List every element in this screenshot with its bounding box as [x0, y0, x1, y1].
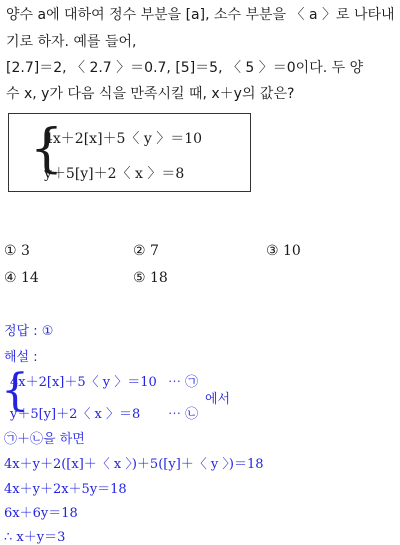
question-line-3: [2.7]＝2, 〈 2.7 〉＝0.7, [5]＝5, 〈 5 〉＝0이다. 두 양: [6, 60, 364, 76]
solution-step-2: 4x＋y＋2x＋5y＝18: [4, 482, 127, 497]
add-equations-line: ㉠＋㉡을 하면: [4, 432, 85, 447]
solution-equation-1: 4x＋2[x]＋5〈 y 〉＝10: [10, 375, 157, 390]
question-line-4: 수 x, y가 다음 식을 만족시킬 때, x＋y의 값은?: [6, 86, 295, 102]
system-equation-1: 4x＋2[x]＋5〈 y 〉＝10: [44, 131, 203, 147]
solution-equation-2: y＋5[y]＋2〈 x 〉＝8: [10, 407, 141, 422]
system-equation-2: y＋5[y]＋2〈 x 〉＝8: [44, 166, 185, 182]
equation-2-marker: ⋯ ㉡: [168, 407, 199, 422]
choice-4[interactable]: ④ 14: [4, 270, 39, 286]
solution-conclusion: ∴ x＋y＝3: [4, 530, 66, 545]
choice-2[interactable]: ② 7: [133, 243, 159, 259]
equation-1-marker: ⋯ ㉠: [168, 375, 199, 390]
answer-label: 정답 : ①: [4, 324, 54, 339]
solution-step-3: 6x＋6y＝18: [4, 506, 78, 521]
choice-5[interactable]: ⑤ 18: [133, 270, 168, 286]
solution-heading: 해설 :: [4, 350, 38, 365]
choice-3[interactable]: ③ 10: [266, 243, 301, 259]
question-line-1: 양수 a에 대하여 정수 부분을 [a], 소수 부분을 〈 a 〉로 나타내: [6, 7, 395, 23]
solution-step-1: 4x＋y＋2([x]＋〈 x 〉)＋5([y]＋〈 y 〉)＝18: [4, 457, 264, 472]
choice-1[interactable]: ① 3: [4, 243, 30, 259]
question-line-2: 기로 하자. 예를 들어,: [6, 34, 137, 50]
from-text: 에서: [205, 392, 231, 407]
solution-brace: {: [1, 365, 29, 416]
left-brace: {: [30, 119, 64, 179]
